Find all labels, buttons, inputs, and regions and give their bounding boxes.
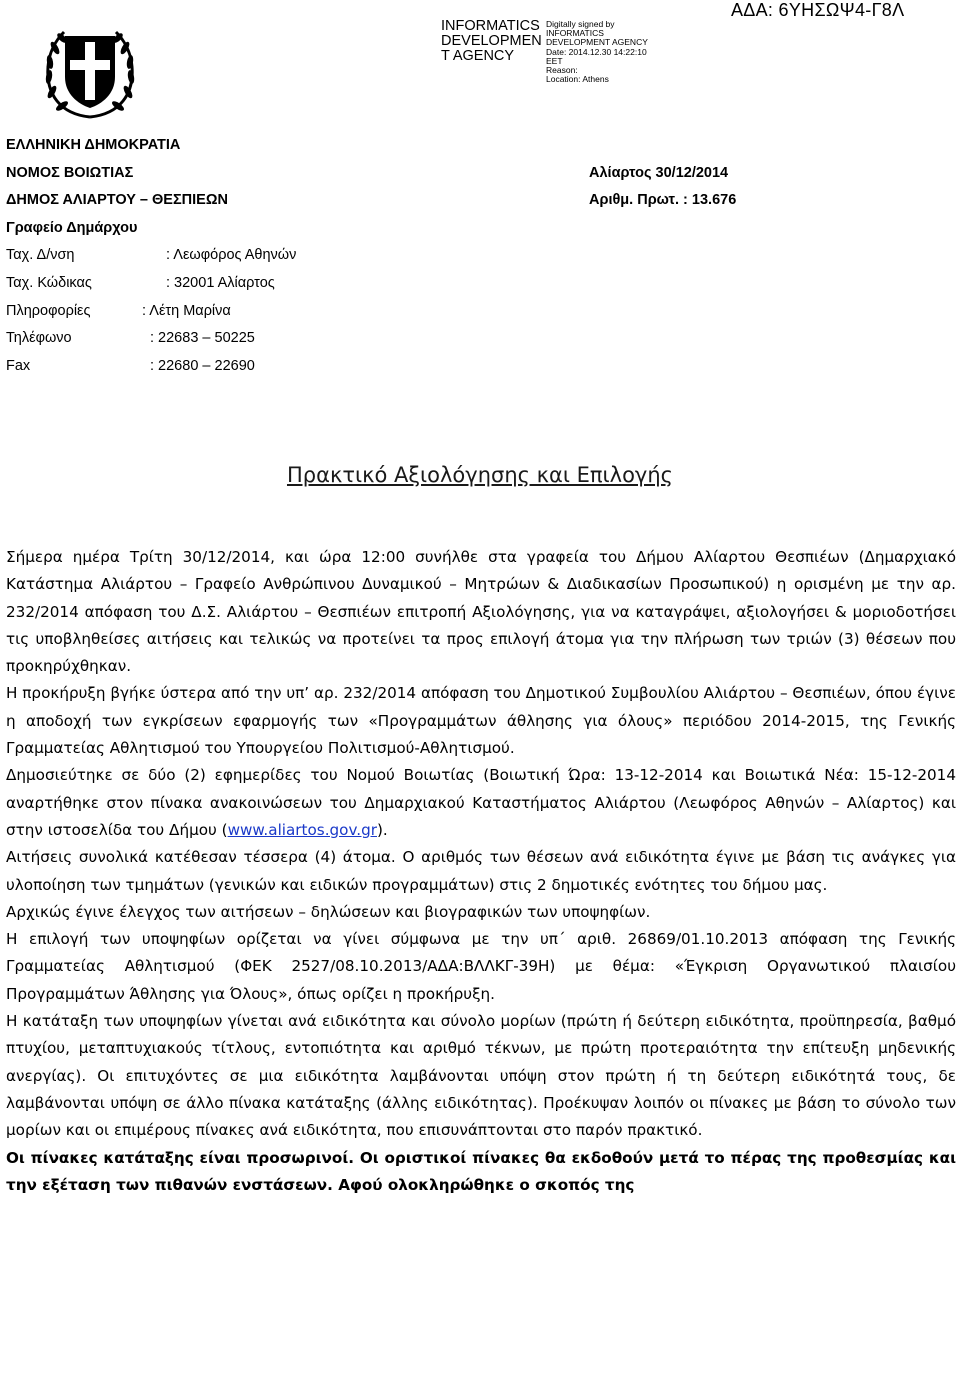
contact-row — [0, 303, 400, 323]
prefecture-heading: ΝΟΜΟΣ ΒΟΙΩΤΙΑΣ — [6, 165, 134, 181]
contact-row — [0, 358, 400, 378]
contact-value: : Λεωφόρος Αθηνών — [166, 247, 297, 263]
contact-label: Πληροφορίες — [6, 303, 91, 319]
contact-value: : 22680 – 22690 — [150, 358, 255, 374]
place-date: Αλίαρτος 30/12/2014 — [589, 165, 729, 181]
paragraph: Αρχικώς έγινε έλεγχος των αιτήσεων – δηλώσεων και βιογραφικών των υποψηφίων. — [6, 902, 651, 921]
paragraph: Αιτήσεις συνολικά κατέθεσαν τέσσερα (4) άτομα. Ο αριθμός των θέσεων ανά ειδικότητα έγινε με βάση τις ανάγκες για υλοποίηση των τμημάτων (γενικών και ειδικών προγραμμάτων) στις 2 δημοτικές ενότητες του δήμου μας. — [6, 848, 956, 894]
paragraph: Σήμερα ημέρα Τρίτη 30/12/2014, και ώρα 12:00 συνήλθε στα γραφεία του Δήμου Αλίαρτου Θεσπιέων (Δημαρχιακό Κατάστημα Αλιάρτου – Γραφείο Ανθρώπινου Δυναμικού – Μητρώων & Διαδικασίων Προσωπικού) η ορισμένη με την αρ. 232/2014 απόφαση του Δ.Σ. Αλιάρτου – Θεσπιέων επιτροπή Αξιολόγησης, για να καταγράψει, αξιολογήσει & μοριοδοτήσει τις υποβληθείσες αιτήσεις και τελικώς να προτείνει τα προς επιλογή άτομα για την πλήρωση των τριών (3) θέσεων που προκηρύχθηκαν. — [6, 548, 956, 676]
office-heading: Γραφείο Δημάρχου — [6, 220, 138, 236]
document-title: Πρακτικό Αξιολόγησης και Επιλογής — [286, 463, 673, 487]
contact-value: : Λέτη Μαρίνα — [142, 303, 231, 319]
paragraph-bold: Οι πίνακες κατάταξης είναι προσωρινοί. Οι οριστικοί πίνακες θα εκδοθούν μετά το πέρας της προθεσμίας και την εξέταση των πιθανών ενστάσεων. Αφού ολοκληρώθηκε ο σκοπός της — [6, 1148, 956, 1194]
contact-row — [0, 247, 400, 267]
contact-value: : 32001 Αλίαρτος — [166, 275, 275, 291]
ada-code: ΑΔΑ: 6ΥΗΣΩΨ4-Γ8Λ — [731, 0, 905, 20]
paragraph: Η κατάταξη των υποψηφίων γίνεται ανά ειδικότητα και σύνολο μορίων (πρώτη ή δεύτερη ειδικότητα, προϋπηρεσία, βαθμό πτυχίου, μεταπτυχιακούς τίτλους, εντοπιότητα και αριθμό τέκνων, με πρώτη προτεραιότητα την επίτευξη μηδενικής ανεργίας). Οι επιτυχόντες σε μια ειδικότητα λαμβάνονται υπόψη στον πρώτη ή τη δεύτερη ειδικότητά τους, δε λαμβάνονται υπόψη σε άλλο πίνακα κατάταξης (άλλης ειδικότητας). Προέκυψαν λοιπόν οι πίνακες με βάση το σύνολο των μορίων και οι επιμέρους πίνακες ανά ειδικότητα, που επισυνάπτονται στο παρόν πρακτικό. — [6, 1012, 956, 1140]
contact-label: Τηλέφωνο — [6, 330, 72, 346]
document-body — [6, 544, 956, 1199]
paragraph: Δημοσιεύτηκε σε δύο (2) εφημερίδες του Νομού Βοιωτίας (Βοιωτική Ώρα: 13-12-2014 και Βοιωτικά Νέα: 15-12-2014 αναρτήθηκε στον πίνακα ανακοινώσεων του Δημαρχιακού Καταστήματος Αλιάρτου (Λεωφόρος Αθηνών – Αλίαρτος) και στην ιστοσελίδα του Δήμου (www.aliartos.gov.gr). — [6, 766, 956, 839]
municipality-heading: ΔΗΜΟΣ ΑΛΙΑΡΤΟΥ – ΘΕΣΠΙΕΩΝ — [6, 192, 228, 208]
greek-emblem-icon — [40, 22, 140, 122]
contact-label: Ταχ. Κώδικας — [6, 275, 92, 291]
contact-label: Fax — [6, 358, 31, 374]
paragraph: Η επιλογή των υποψηφίων ορίζεται να γίνει σύμφωνα με την υπ΄ αριθ. 26869/01.10.2013 απόφαση της Γενικής Γραμματείας Αθλητισμού (ΦΕΚ 2527/08.10.2013/ΑΔΑ:ΒΛΛΚΓ-39Η) με θέμα: «Έγκριση Οργανωτικού πλαισίου Προγραμμάτων Άθλησης για Όλους», όπως ορίζει η προκήρυξη. — [6, 930, 956, 1003]
contact-row — [0, 330, 400, 350]
contact-label: Ταχ. Δ/νση — [6, 247, 75, 263]
signature-name: INFORMATICS DEVELOPMEN T AGENCY — [441, 18, 542, 64]
republic-heading: ΕΛΛΗΝΙΚΗ ΔΗΜΟΚΡΑΤΙΑ — [6, 137, 181, 153]
protocol-number: Αριθμ. Πρωτ. : 13.676 — [589, 192, 737, 208]
contact-row — [0, 275, 400, 295]
contact-value: : 22683 – 50225 — [150, 330, 255, 346]
website-link[interactable]: www.aliartos.gov.gr — [227, 820, 377, 839]
paragraph: Η προκήρυξη βγήκε ύστερα από την υπ’ αρ. 232/2014 απόφαση του Δημοτικού Συμβουλίου Αλιάρτου – Θεσπιέων, όπου έγινε η αποδοχή των εγκρίσεων εφαρμογής των «Προγραμμάτων άθλησης για όλους» περιόδου 2014-2015, της Γενικής Γραμματείας Αθλητισμού του Υπουργείου Πολιτισμού-Αθλητισμού. — [6, 684, 956, 758]
signature-details: Digitally signed by INFORMATICS DEVELOPMENT AGENCY Date: 2014.12.30 14:22:10 EET Reason: Location: Athens — [546, 19, 648, 85]
